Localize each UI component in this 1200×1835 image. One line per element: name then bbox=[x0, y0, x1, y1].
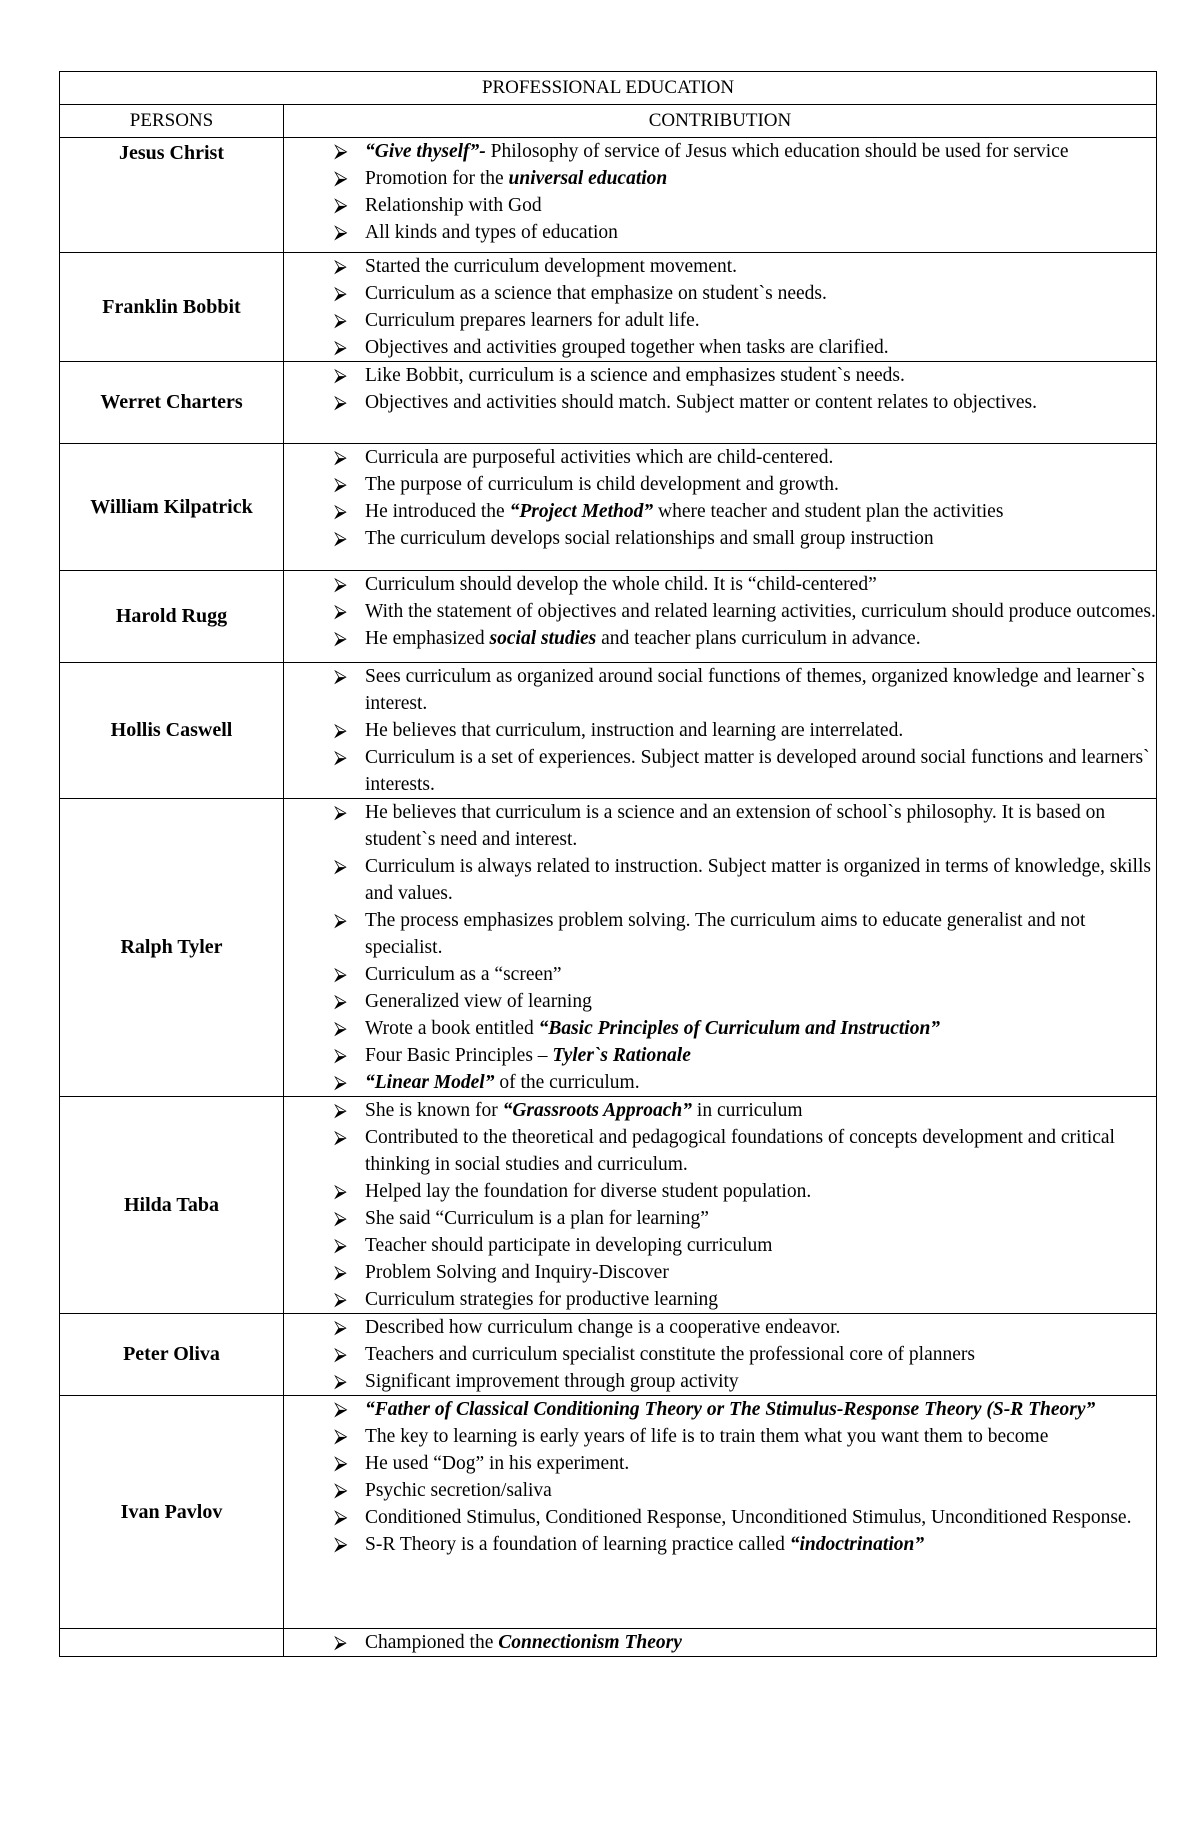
contribution-list bbox=[284, 253, 1156, 361]
contribution-cell bbox=[284, 1396, 1157, 1629]
arrow-bullet-icon: ⮚ bbox=[334, 720, 347, 741]
emphasis-text: “Give thyself”- bbox=[365, 141, 486, 162]
arrow-bullet-icon: ⮚ bbox=[334, 1235, 347, 1256]
item-text: Promotion for the bbox=[365, 168, 509, 189]
item-text: in curriculum bbox=[692, 1100, 803, 1121]
contribution-list bbox=[284, 1629, 1156, 1656]
item-text: He believes that curriculum, instruction and learning are interrelated. bbox=[365, 720, 904, 741]
item-text: Objectives and activities grouped together when tasks are clarified. bbox=[365, 337, 889, 358]
arrow-bullet-icon: ⮚ bbox=[334, 365, 347, 386]
contribution-list bbox=[284, 444, 1156, 552]
item-text: He used “Dog” in his experiment. bbox=[365, 1453, 630, 1474]
list-item bbox=[284, 138, 1156, 165]
item-text: Conditioned Stimulus, Conditioned Response, Unconditioned Stimulus, Unconditioned Response. bbox=[365, 1507, 1132, 1528]
table-row bbox=[60, 1629, 1157, 1657]
arrow-bullet-icon: ⮚ bbox=[334, 856, 347, 877]
list-item bbox=[284, 1504, 1156, 1531]
emphasis-text: “Linear Model” bbox=[365, 1072, 495, 1093]
item-text: He believes that curriculum is a science and an extension of school`s philosophy. It is based on student`s need and interest. bbox=[365, 802, 1106, 850]
arrow-bullet-icon: ⮚ bbox=[334, 1506, 348, 1528]
item-text: Psychic secretion/saliva bbox=[365, 1480, 552, 1501]
table-row bbox=[60, 663, 1157, 799]
table-row bbox=[60, 138, 1157, 253]
person-name: Hilda Taba bbox=[60, 1097, 284, 1314]
table-row bbox=[60, 253, 1157, 362]
list-item bbox=[284, 1396, 1156, 1423]
arrow-bullet-icon: ⮚ bbox=[334, 1479, 348, 1501]
list-item bbox=[284, 1477, 1156, 1504]
contribution-list bbox=[284, 362, 1156, 416]
table-title: PROFESSIONAL EDUCATION bbox=[60, 72, 1157, 105]
item-text: Four Basic Principles – bbox=[365, 1045, 553, 1066]
list-item bbox=[284, 1629, 1156, 1656]
list-item bbox=[284, 280, 1156, 307]
contribution-cell bbox=[284, 1629, 1157, 1657]
header-contribution: CONTRIBUTION bbox=[284, 105, 1157, 138]
list-item bbox=[284, 471, 1156, 498]
list-item bbox=[284, 1042, 1156, 1069]
arrow-bullet-icon: ⮚ bbox=[334, 628, 347, 649]
list-item bbox=[284, 334, 1156, 361]
arrow-bullet-icon: ⮚ bbox=[334, 666, 347, 687]
item-text: Curriculum strategies for productive learning bbox=[365, 1289, 719, 1310]
emphasis-text: “Project Method” bbox=[509, 501, 654, 522]
contribution-cell bbox=[284, 663, 1157, 799]
table-row bbox=[60, 444, 1157, 571]
arrow-bullet-icon: ⮚ bbox=[334, 392, 347, 413]
arrow-bullet-icon: ⮚ bbox=[334, 574, 347, 595]
person-name bbox=[60, 1629, 284, 1657]
list-item bbox=[284, 717, 1156, 744]
item-text: Teachers and curriculum specialist constitute the professional core of planners bbox=[365, 1344, 975, 1365]
arrow-bullet-icon: ⮚ bbox=[334, 1425, 348, 1447]
list-item bbox=[284, 498, 1156, 525]
person-name: Hollis Caswell bbox=[60, 663, 284, 799]
arrow-bullet-icon: ⮚ bbox=[334, 1018, 347, 1039]
list-item bbox=[284, 1341, 1156, 1368]
emphasis-text: “Grassroots Approach” bbox=[502, 1100, 693, 1121]
item-text: He introduced the bbox=[365, 501, 510, 522]
arrow-bullet-icon: ⮚ bbox=[334, 1452, 348, 1474]
item-text: Like Bobbit, curriculum is a science and emphasizes student`s needs. bbox=[365, 365, 905, 386]
contribution-cell bbox=[284, 253, 1157, 362]
item-text: Significant improvement through group activity bbox=[365, 1371, 739, 1392]
list-item bbox=[284, 1232, 1156, 1259]
arrow-bullet-icon: ⮚ bbox=[334, 1289, 347, 1310]
arrow-bullet-icon: ⮚ bbox=[334, 1045, 347, 1066]
item-text: Curriculum as a “screen” bbox=[365, 964, 562, 985]
contribution-cell bbox=[284, 1314, 1157, 1396]
table-row bbox=[60, 799, 1157, 1097]
item-text: Wrote a book entitled bbox=[365, 1018, 539, 1039]
item-text: Curriculum prepares learners for adult life. bbox=[365, 310, 700, 331]
list-item bbox=[284, 598, 1156, 625]
item-text: Curricula are purposeful activities which are child-centered. bbox=[365, 447, 834, 468]
person-name: Franklin Bobbit bbox=[60, 253, 284, 362]
item-text: Described how curriculum change is a cooperative endeavor. bbox=[365, 1317, 841, 1338]
arrow-bullet-icon: ⮚ bbox=[334, 991, 347, 1012]
emphasis-text: “indoctrination” bbox=[789, 1534, 925, 1555]
list-item bbox=[284, 165, 1156, 192]
list-item bbox=[284, 389, 1156, 416]
item-text: She is known for bbox=[365, 1100, 503, 1121]
arrow-bullet-icon: ⮚ bbox=[334, 802, 347, 823]
item-text: Sees curriculum as organized around social functions of themes, organized knowledge and learner`s interest. bbox=[365, 666, 1145, 714]
emphasis-text: “Father of Classical Conditioning Theory or The Stimulus-Response Theory (S-R Theory” bbox=[365, 1399, 1096, 1420]
item-text: With the statement of objectives and related learning activities, curriculum should produce outcomes. bbox=[365, 601, 1156, 622]
emphasis-text: Tyler`s Rationale bbox=[552, 1045, 691, 1066]
list-item bbox=[284, 1097, 1156, 1124]
arrow-bullet-icon: ⮚ bbox=[334, 337, 347, 358]
list-item bbox=[284, 571, 1156, 598]
contribution-list bbox=[284, 571, 1156, 652]
contribution-cell bbox=[284, 1097, 1157, 1314]
arrow-bullet-icon: ⮚ bbox=[334, 310, 347, 331]
emphasis-text: “Basic Principles of Curriculum and Instruction” bbox=[538, 1018, 941, 1039]
item-text: Relationship with God bbox=[365, 195, 542, 216]
list-item bbox=[284, 1368, 1156, 1395]
arrow-bullet-icon: ⮚ bbox=[334, 1632, 347, 1653]
list-item bbox=[284, 744, 1156, 798]
item-text: The process emphasizes problem solving. The curriculum aims to educate generalist and not specialist. bbox=[365, 910, 1086, 958]
table-row bbox=[60, 1396, 1157, 1629]
contribution-cell bbox=[284, 799, 1157, 1097]
arrow-bullet-icon: ⮚ bbox=[334, 1398, 348, 1420]
arrow-bullet-icon: ⮚ bbox=[334, 447, 347, 468]
item-text: All kinds and types of education bbox=[365, 222, 618, 243]
item-text: She said “Curriculum is a plan for learning” bbox=[365, 1208, 709, 1229]
contribution-cell bbox=[284, 362, 1157, 444]
emphasis-text: social studies bbox=[489, 628, 597, 649]
list-item bbox=[284, 907, 1156, 961]
contribution-list bbox=[284, 1314, 1156, 1395]
arrow-bullet-icon: ⮚ bbox=[334, 1072, 347, 1093]
item-text: Problem Solving and Inquiry-Discover bbox=[365, 1262, 669, 1283]
item-text: Curriculum as a science that emphasize on student`s needs. bbox=[365, 283, 827, 304]
list-item bbox=[284, 1450, 1156, 1477]
table-body bbox=[60, 138, 1157, 1657]
item-text: Started the curriculum development movement. bbox=[365, 256, 738, 277]
list-item bbox=[284, 799, 1156, 853]
arrow-bullet-icon: ⮚ bbox=[334, 1127, 347, 1148]
person-name: William Kilpatrick bbox=[60, 444, 284, 571]
person-name: Ivan Pavlov bbox=[60, 1396, 284, 1629]
arrow-bullet-icon: ⮚ bbox=[334, 194, 348, 216]
contribution-list bbox=[284, 1396, 1156, 1558]
contribution-list bbox=[284, 138, 1156, 246]
arrow-bullet-icon: ⮚ bbox=[334, 1208, 347, 1229]
list-item bbox=[284, 1423, 1156, 1450]
item-text: Generalized view of learning bbox=[365, 991, 592, 1012]
item-text: of the curriculum. bbox=[494, 1072, 640, 1093]
person-name: Ralph Tyler bbox=[60, 799, 284, 1097]
list-item bbox=[284, 1124, 1156, 1178]
arrow-bullet-icon: ⮚ bbox=[334, 501, 347, 522]
item-text: The key to learning is early years of life is to train them what you want them to become bbox=[365, 1426, 1049, 1447]
list-item bbox=[284, 219, 1156, 246]
arrow-bullet-icon: ⮚ bbox=[334, 140, 348, 162]
list-item bbox=[284, 1259, 1156, 1286]
item-text: The purpose of curriculum is child development and growth. bbox=[365, 474, 839, 495]
arrow-bullet-icon: ⮚ bbox=[334, 1181, 347, 1202]
item-text: Helped lay the foundation for diverse student population. bbox=[365, 1181, 812, 1202]
item-text: Contributed to the theoretical and pedagogical foundations of concepts development and critical thinking in social studies and curriculum. bbox=[365, 1127, 1115, 1175]
list-item bbox=[284, 192, 1156, 219]
contribution-cell bbox=[284, 444, 1157, 571]
arrow-bullet-icon: ⮚ bbox=[334, 283, 347, 304]
arrow-bullet-icon: ⮚ bbox=[334, 910, 347, 931]
arrow-bullet-icon: ⮚ bbox=[334, 221, 348, 243]
arrow-bullet-icon: ⮚ bbox=[334, 474, 347, 495]
contribution-list bbox=[284, 799, 1156, 1096]
table-title-row bbox=[60, 72, 1157, 105]
list-item bbox=[284, 988, 1156, 1015]
item-text: The curriculum develops social relationships and small group instruction bbox=[365, 528, 934, 549]
emphasis-text: Connectionism Theory bbox=[498, 1632, 682, 1653]
list-item bbox=[284, 253, 1156, 280]
list-item bbox=[284, 853, 1156, 907]
contribution-cell bbox=[284, 571, 1157, 663]
arrow-bullet-icon: ⮚ bbox=[334, 964, 347, 985]
list-item bbox=[284, 1178, 1156, 1205]
emphasis-text: universal education bbox=[508, 168, 668, 189]
contribution-list bbox=[284, 663, 1156, 798]
item-text: Objectives and activities should match. Subject matter or content relates to objectives. bbox=[365, 392, 1038, 413]
item-text: S-R Theory is a foundation of learning practice called bbox=[365, 1534, 790, 1555]
arrow-bullet-icon: ⮚ bbox=[334, 167, 348, 189]
list-item bbox=[284, 1314, 1156, 1341]
contribution-list bbox=[284, 1097, 1156, 1313]
professional-education-table bbox=[59, 71, 1157, 1657]
list-item bbox=[284, 1015, 1156, 1042]
table-row bbox=[60, 571, 1157, 663]
contribution-cell bbox=[284, 138, 1157, 253]
item-text: Curriculum should develop the whole child. It is “child-centered” bbox=[365, 574, 877, 595]
arrow-bullet-icon: ⮚ bbox=[334, 1262, 347, 1283]
person-name: Peter Oliva bbox=[60, 1314, 284, 1396]
table-header-row bbox=[60, 105, 1157, 138]
person-name: Werret Charters bbox=[60, 362, 284, 444]
arrow-bullet-icon: ⮚ bbox=[334, 601, 347, 622]
arrow-bullet-icon: ⮚ bbox=[334, 1344, 347, 1365]
arrow-bullet-icon: ⮚ bbox=[334, 256, 347, 277]
item-text: where teacher and student plan the activities bbox=[653, 501, 1004, 522]
item-text: Curriculum is always related to instruction. Subject matter is organized in terms of knowledge, skills and values. bbox=[365, 856, 1151, 904]
header-persons: PERSONS bbox=[60, 105, 284, 138]
person-name: Jesus Christ bbox=[60, 138, 284, 253]
item-text: Philosophy of service of Jesus which education should be used for service bbox=[485, 141, 1069, 162]
list-item bbox=[284, 362, 1156, 389]
list-item bbox=[284, 1531, 1156, 1558]
arrow-bullet-icon: ⮚ bbox=[334, 528, 347, 549]
person-name: Harold Rugg bbox=[60, 571, 284, 663]
list-item bbox=[284, 663, 1156, 717]
table-row bbox=[60, 362, 1157, 444]
item-text: He emphasized bbox=[365, 628, 490, 649]
item-text: Championed the bbox=[365, 1632, 499, 1653]
arrow-bullet-icon: ⮚ bbox=[334, 1317, 347, 1338]
table-row bbox=[60, 1097, 1157, 1314]
arrow-bullet-icon: ⮚ bbox=[334, 1100, 347, 1121]
list-item bbox=[284, 961, 1156, 988]
list-item bbox=[284, 1205, 1156, 1232]
list-item bbox=[284, 625, 1156, 652]
list-item bbox=[284, 307, 1156, 334]
item-text: Curriculum is a set of experiences. Subject matter is developed around social functions and learners` interests. bbox=[365, 747, 1150, 795]
list-item bbox=[284, 1286, 1156, 1313]
arrow-bullet-icon: ⮚ bbox=[334, 1533, 348, 1555]
table-row bbox=[60, 1314, 1157, 1396]
list-item bbox=[284, 444, 1156, 471]
item-text: Teacher should participate in developing curriculum bbox=[365, 1235, 773, 1256]
arrow-bullet-icon: ⮚ bbox=[334, 747, 347, 768]
arrow-bullet-icon: ⮚ bbox=[334, 1371, 347, 1392]
list-item bbox=[284, 1069, 1156, 1096]
list-item bbox=[284, 525, 1156, 552]
item-text: and teacher plans curriculum in advance. bbox=[596, 628, 921, 649]
